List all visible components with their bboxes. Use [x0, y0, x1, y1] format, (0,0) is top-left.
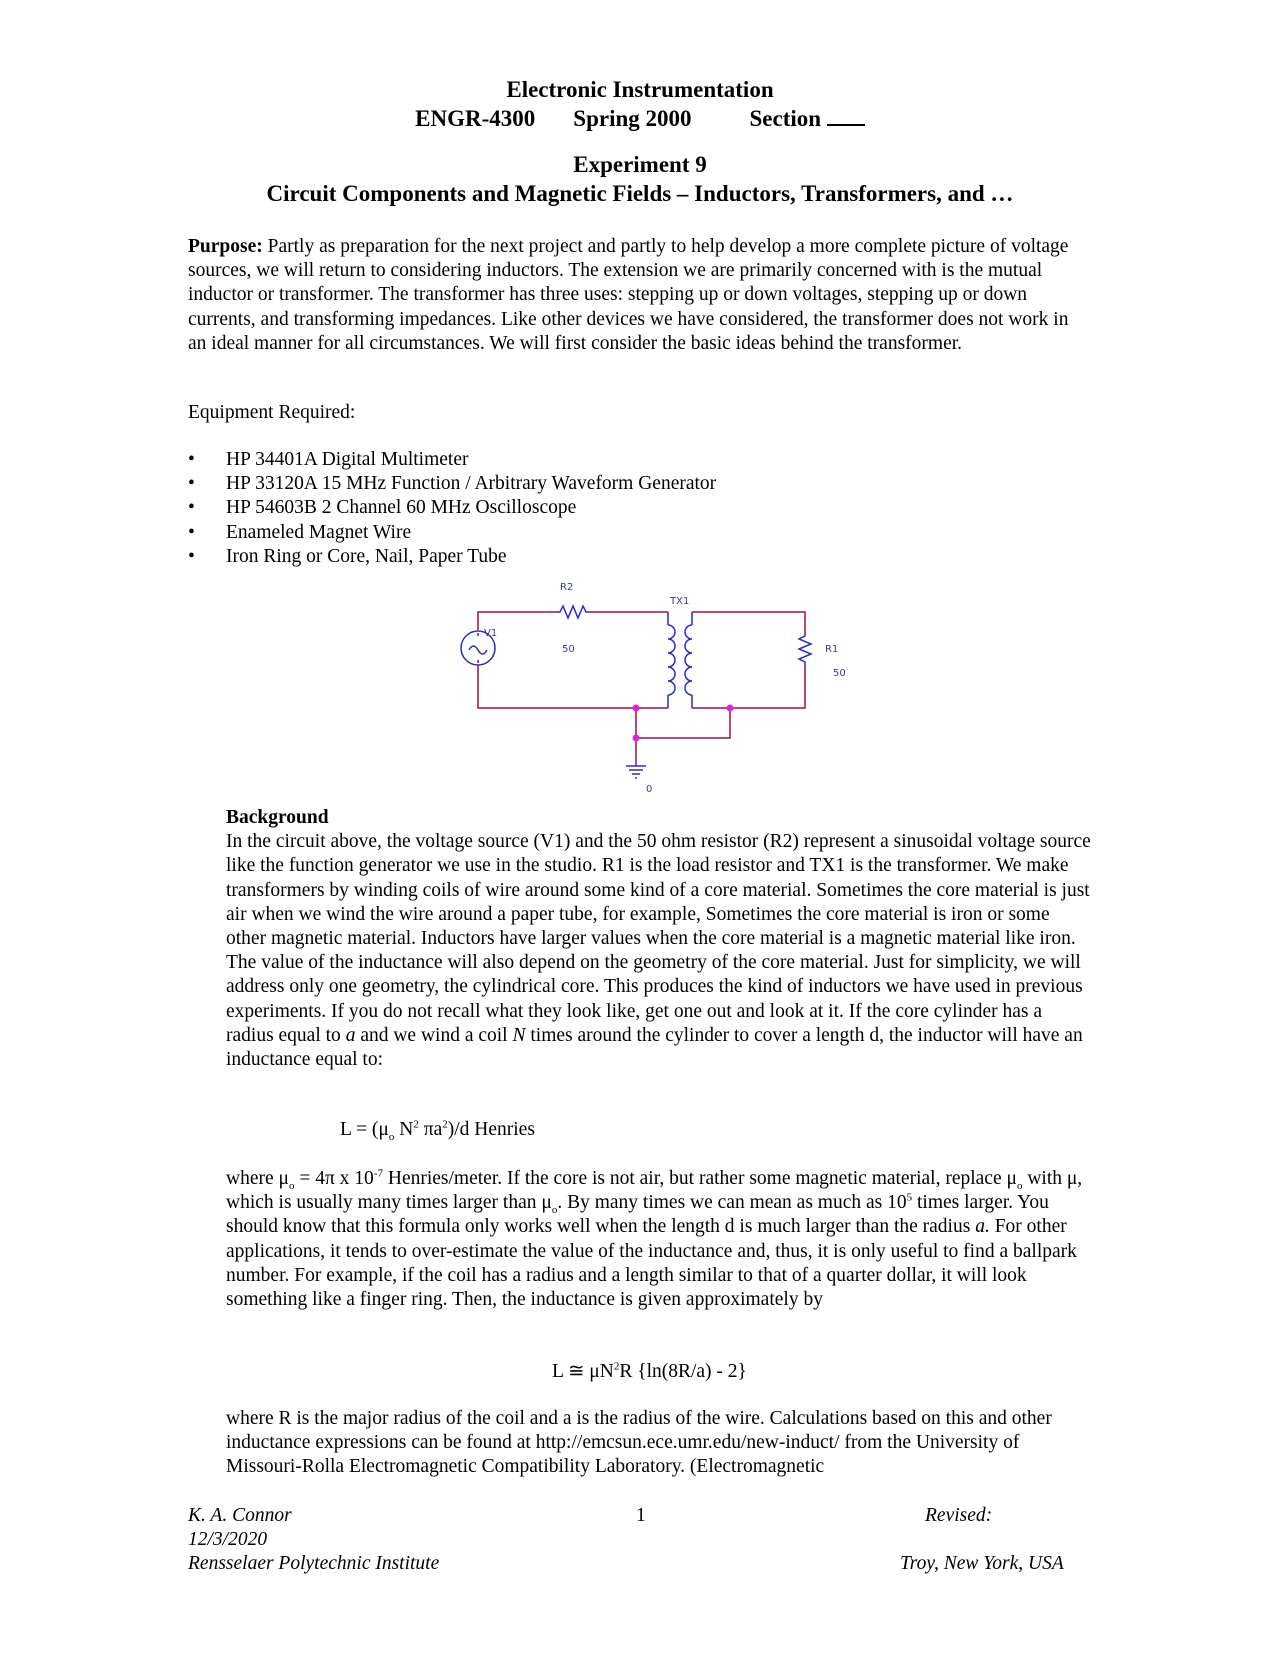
label-r2-value: 50	[562, 644, 575, 655]
background-paragraph-3: where R is the major radius of the coil and a is the radius of the wire. Calculations based on this and other inductance expressions can be found at http://emcsun.ece.umr.edu/new-induct/ from the University of Missouri-Rolla Electromagnetic Compatibility Laboratory. (Electromagnetic	[226, 1408, 1052, 1478]
purpose-text: Partly as preparation for the next project and partly to help develop a more complete picture of voltage sources, we will return to considering inductors. The extension we are primarily concerned with is the mutual inductor or transformer. The transformer has three uses: stepping up or down voltages, stepping up or down currents, and transforming impedances. Like other devices we have considered, the transformer does not work in an ideal manner for all circumstances. We will first consider the basic ideas behind the transformer.	[188, 236, 1069, 354]
label-r1: R1	[825, 644, 839, 655]
background-section	[226, 806, 1092, 1072]
circuit-schematic	[440, 570, 860, 800]
background-heading: Background	[226, 807, 329, 828]
resistor-r1	[799, 632, 811, 665]
label-ground: 0	[646, 784, 653, 795]
label-tx1: TX1	[670, 596, 690, 607]
list-item: • HP 54603B 2 Channel 60 MHz Oscilloscope	[188, 496, 716, 520]
footer-revised-label: Revised:	[925, 1505, 993, 1526]
resistor-r2	[556, 606, 588, 618]
label-r1-value: 50	[833, 668, 846, 679]
list-item: • HP 33120A 15 MHz Function / Arbitrary Waveform Generator	[188, 472, 716, 496]
course-term: Spring 2000	[573, 106, 692, 131]
background-paragraph-2: where $\mu_o = 4\pi$ x $10^{-7}$ Henries/meter. If the core is not air, but rather some magnetic material, replace $\mu_o$ with μ, which is usually many times larger than $\mu_o$. By many times we can mean as much as $10^5$ times larger. You should know that this formula only works well when the length d is much larger than the radius a. For other applications, it tends to over-estimate the value of the inductance and, thus, it is only useful to find a ballpark number. For example, if the coil has a radius and a length similar to that of a quarter dollar, it will look something like a finger ring. Then, the inductance is given approximately by	[226, 1167, 1083, 1311]
inductance-equation-1: $L = (\mu_o$ $N^2$ $\pi a^2)/d$ Henries	[340, 1118, 535, 1143]
experiment-title	[0, 150, 1280, 208]
list-item: • Iron Ring or Core, Nail, Paper Tube	[188, 545, 716, 569]
label-v1: V1	[484, 628, 498, 639]
wire-top-right	[692, 612, 805, 632]
purpose-paragraph	[188, 235, 1090, 356]
ground-symbol	[626, 766, 646, 778]
footer-page-number: 1	[636, 1505, 646, 1526]
header-line2	[0, 104, 1280, 133]
course-code: ENGR-4300	[415, 106, 536, 131]
equipment-list	[188, 448, 716, 569]
section-blank[interactable]	[827, 106, 865, 126]
course-header	[0, 75, 1280, 133]
list-item: • Enameled Magnet Wire	[188, 521, 716, 545]
background-paragraph-1: In the circuit above, the voltage source (V1) and the 50 ohm resistor (R2) represent a sinusoidal voltage source like the function generator we use in the studio. R1 is the load resistor and TX1 is the transformer. We make transformers by winding coils of wire around some kind of a core material. Sometimes the core material is just air when we wind the wire around a paper tube, for example, Sometimes the core material is iron or some other magnetic material. Inductors have larger values when the core material is a magnetic material like iron. The value of the inductance will also depend on the geometry of the core material. Just for simplicity, we will address only one geometry, the cylindrical core. This produces the kind of inductors we have used in previous experiments. If you do not recall what they look like, get one out and look at it. If the core cylinder has a radius equal to a and we wind a coil N times around the cylinder to cover a length d, the inductor will have an inductance equal to:	[226, 831, 1091, 1071]
section-label: Section	[749, 106, 822, 131]
wire-bottom-right	[692, 665, 805, 708]
label-r2: R2	[560, 582, 574, 593]
header-line1: Electronic Instrumentation	[506, 77, 774, 102]
inductance-equation-2: L ≅ $\mu N^2R$ {ln(8R/a) - 2}	[552, 1360, 747, 1382]
footer-location: Troy, New York, USA	[900, 1553, 1064, 1574]
purpose-label: Purpose:	[188, 236, 263, 257]
experiment-number: Experiment 9	[573, 152, 707, 177]
footer-date: 12/3/2020	[188, 1529, 268, 1550]
list-item: • HP 34401A Digital Multimeter	[188, 448, 716, 472]
circuit-nodes	[633, 705, 734, 742]
equipment-heading: Equipment Required:	[188, 402, 356, 423]
circuit-wires	[478, 612, 805, 766]
transformer-tx1	[668, 612, 692, 708]
wire-bottom-left	[478, 665, 636, 708]
experiment-subtitle: Circuit Components and Magnetic Fields – Inductors, Transformers, and …	[266, 181, 1014, 206]
footer-institute: Rensselaer Polytechnic Institute	[188, 1553, 440, 1574]
wire-ground-link	[636, 708, 730, 738]
footer-author: K. A. Connor	[188, 1505, 292, 1526]
